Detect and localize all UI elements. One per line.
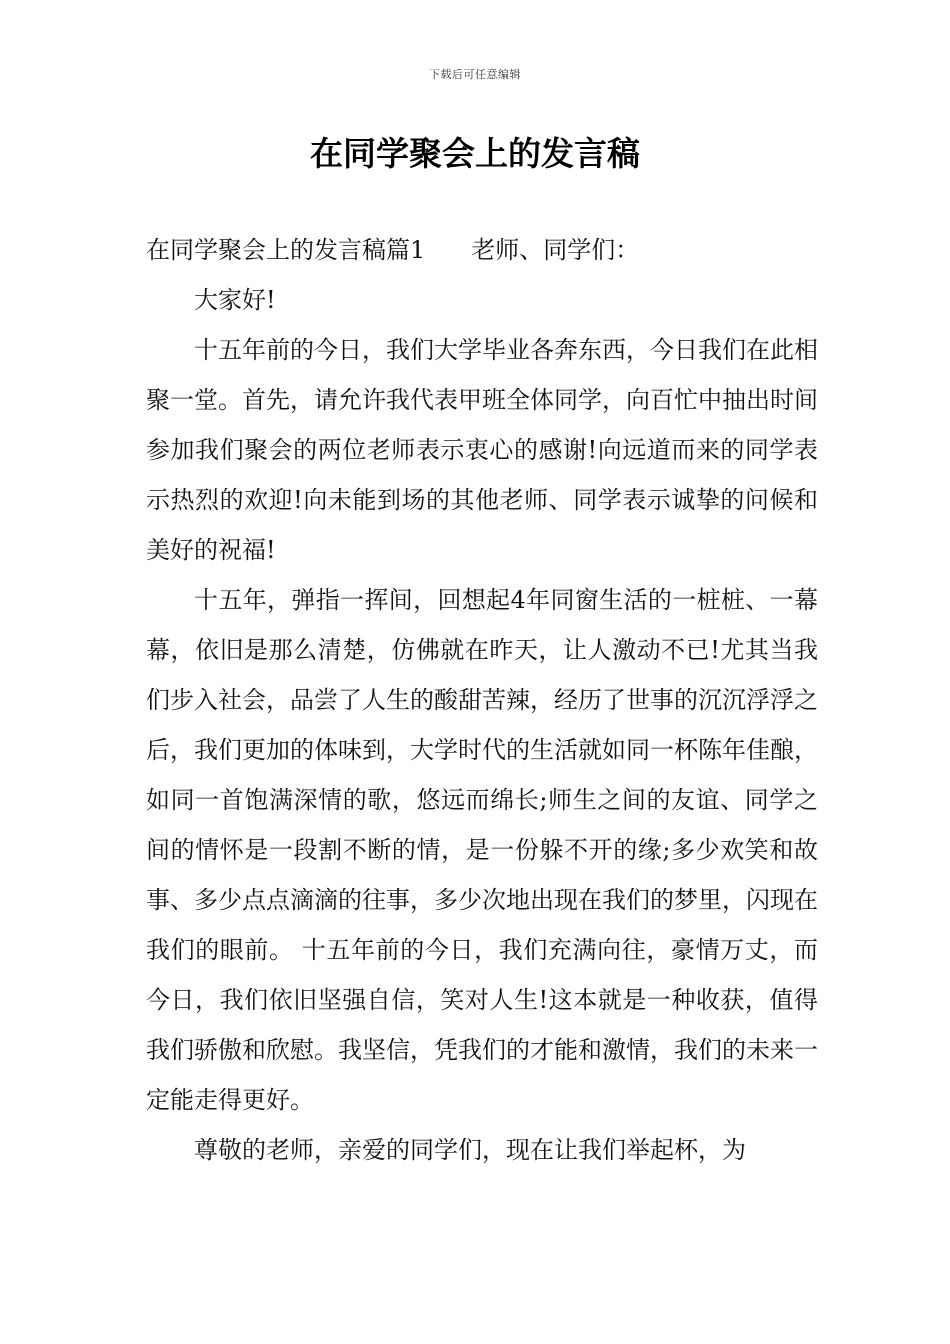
paragraph-memories: 十五年，弹指一挥间，回想起4年同窗生活的一桩桩、一幕幕，依旧是那么清楚，仿佛就在昨天，让人激动不已!尤其当我们步入社会，品尝了人生的酸甜苦辣，经历了世事的沉沉浮浮之后，我们更加的体味到，大学时代的生活就如同一杯陈年佳酿，如同一首饱满深情的歌，悠远而绵长;师生之间的友谊、同学之间的情怀是一段割不断的情，是一份躲不开的缘;多少欢笑和故事、多少点点滴滴的往事，多少次地出现在我们的梦里，闪现在我们的眼前。 十五年前的今日，我们充满向往，豪情万丈，而今日，我们依旧坚强自信，笑对人生!这本就是一种收获，值得我们骄傲和欣慰。我坚信，凭我们的才能和激情，我们的未来一定能走得更好。 xyxy=(146,586,818,1114)
salutation: 老师、同学们： xyxy=(471,236,640,264)
header-note: 下载后可任意编辑 xyxy=(429,68,521,81)
document-body xyxy=(146,225,818,1175)
paragraph-opening: 十五年前的今日，我们大学毕业各奔东西，今日我们在此相聚一堂。首先，请允许我代表甲班全体同学，向百忙中抽出时间参加我们聚会的两位老师表示衷心的感谢!向远道而来的同学表示热烈的欢迎!向未能到场的其他老师、同学表示诚挚的问候和美好的祝福! xyxy=(146,336,818,564)
paragraph-toast: 尊敬的老师，亲爱的同学们，现在让我们举起杯，为 xyxy=(194,1136,746,1164)
paragraph-heading-line xyxy=(146,225,818,275)
document-title: 在同学聚会上的发言稿 xyxy=(310,134,640,173)
paragraph-greeting: 大家好! xyxy=(194,286,276,314)
section-heading: 在同学聚会上的发言稿篇1 xyxy=(146,236,426,264)
